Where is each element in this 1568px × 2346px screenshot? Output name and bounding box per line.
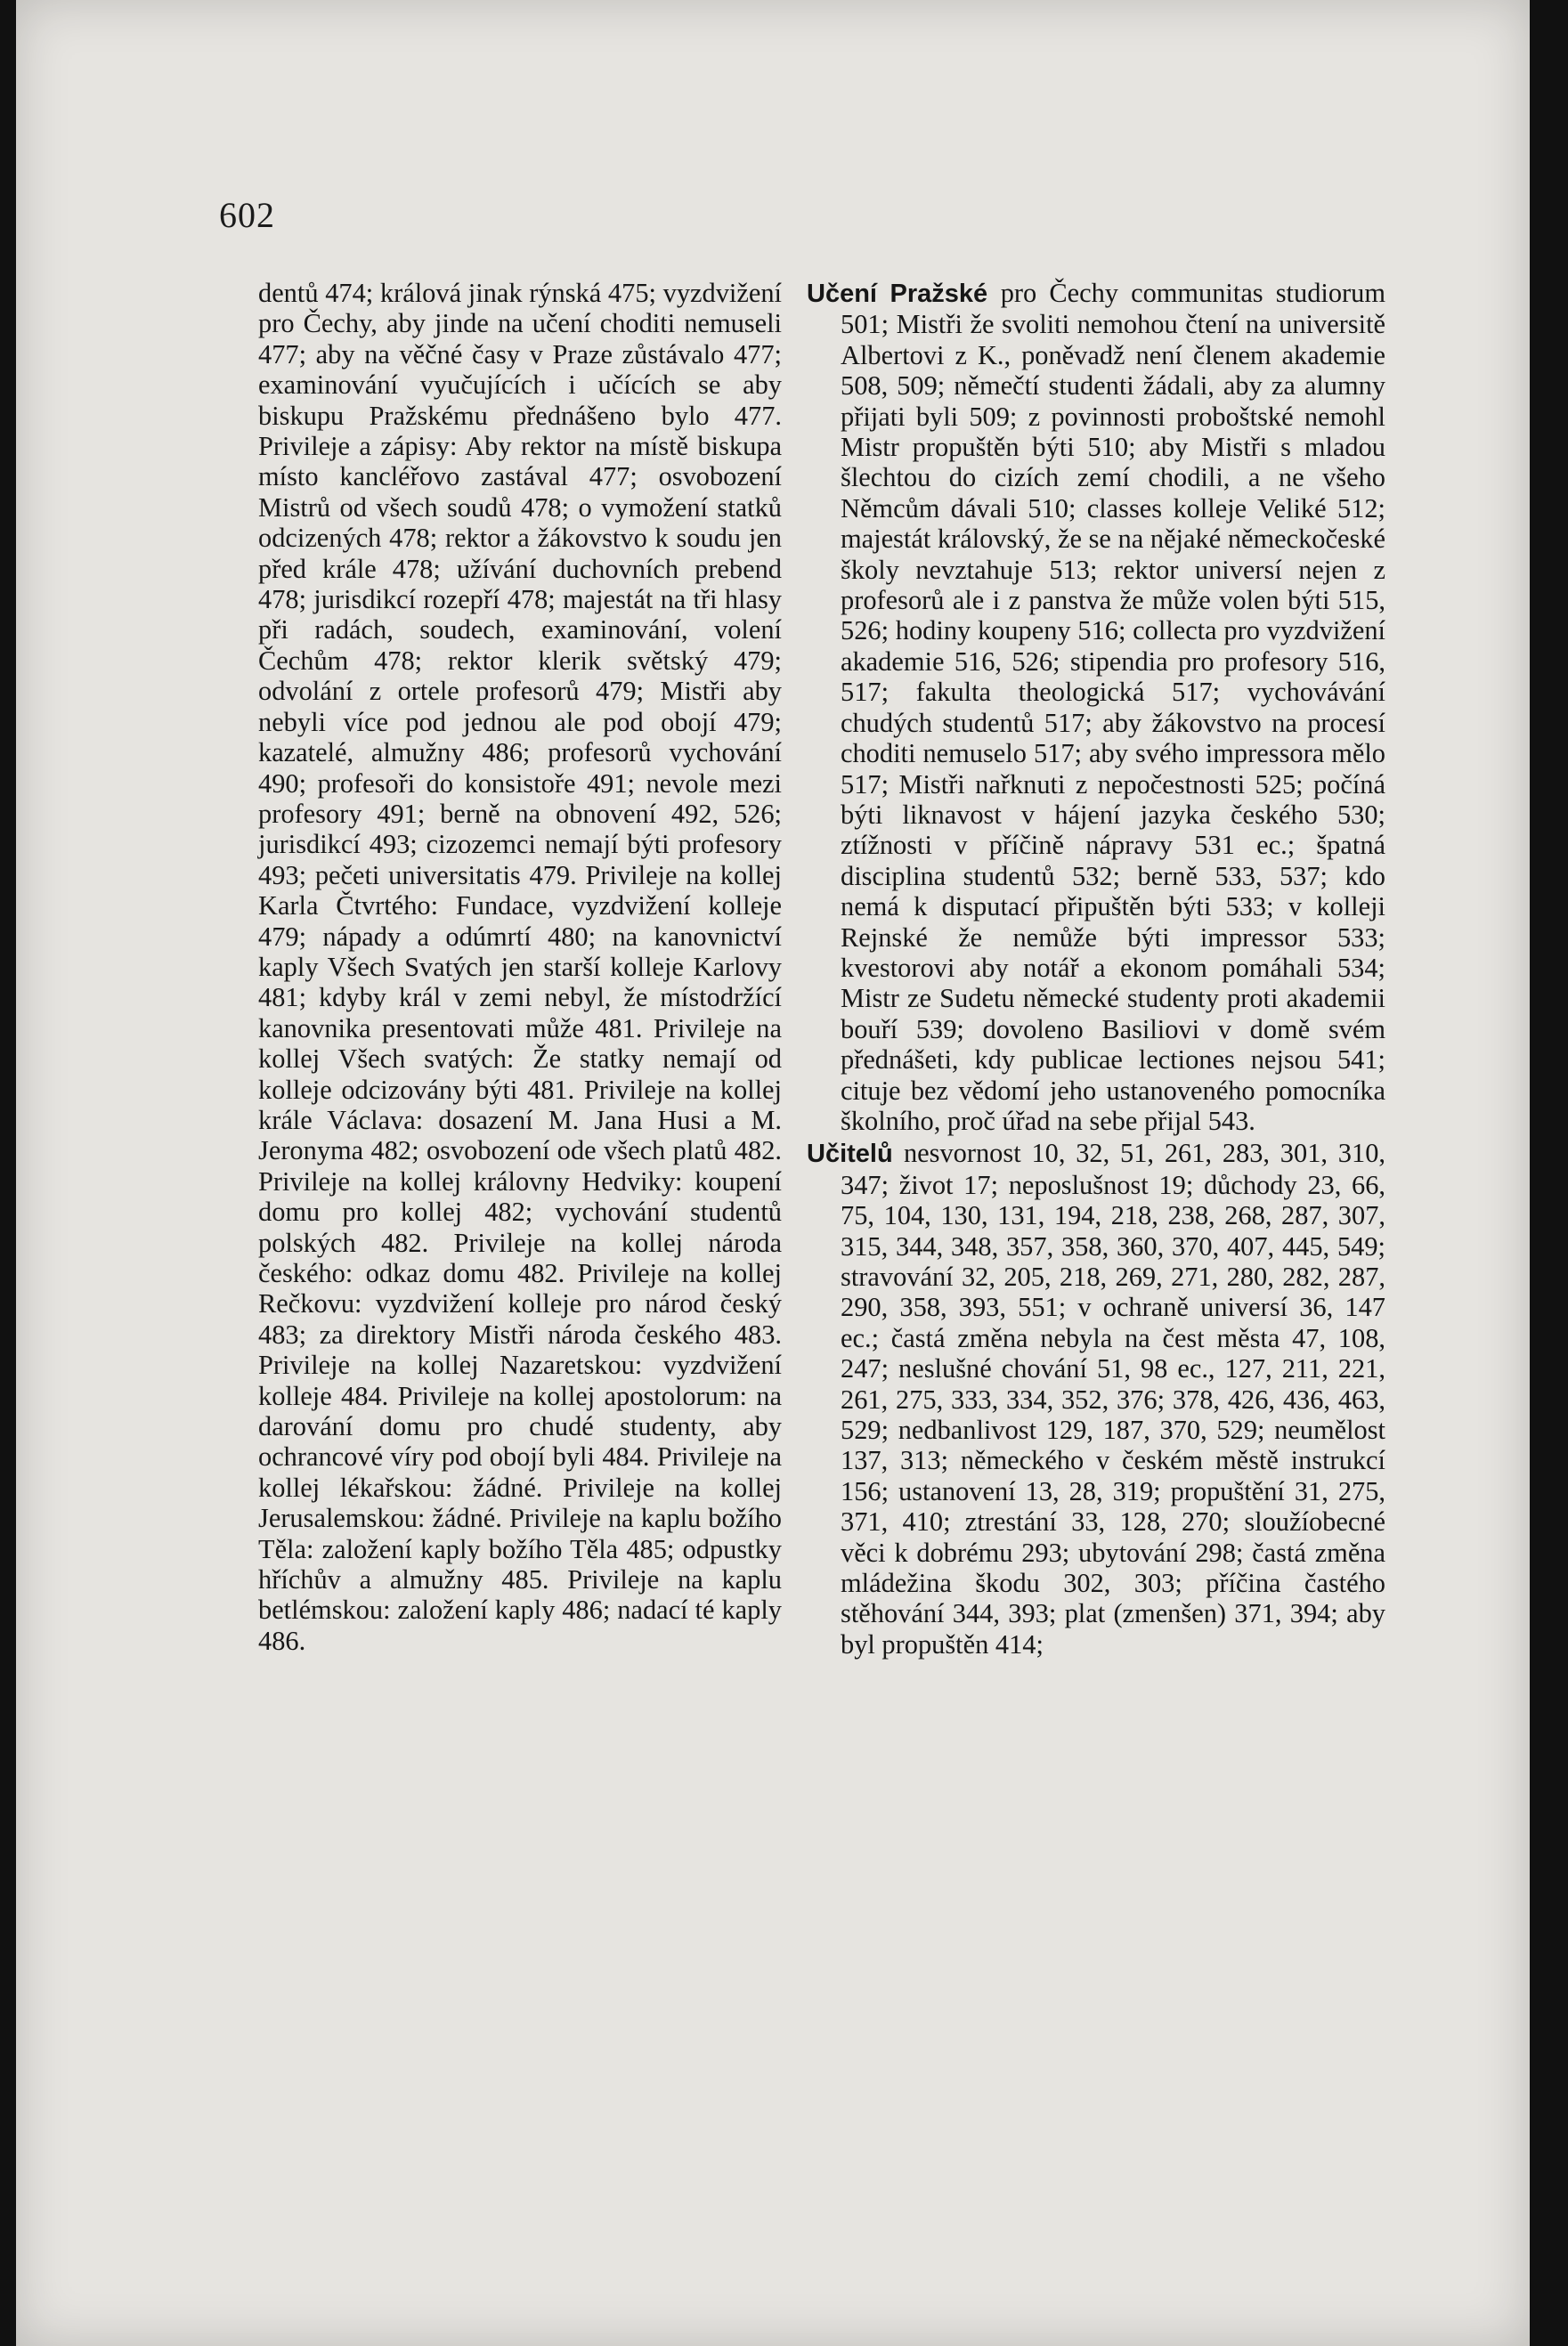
entry-heading: Učitelů bbox=[807, 1140, 904, 1169]
index-entry-ucitelu bbox=[807, 1138, 1385, 1660]
index-entry-uceni-prazske bbox=[807, 278, 1385, 1136]
entry-text: nesvornost 10, 32, 51, 261, 283, 301, 310, 347; život 17; neposlušnost 19; důchody 23, 66, 75, 104, 130, 131, 194, 218, 238, 268, 287, 307, 315, 344, 348, 357, 358, 360, 370, 407, 445, 549; stravování 32, 205, 218, 269, 271, 280, 282, 287, 290, 358, 393, 551; v ochraně universí 36, 147 ec.; častá změna nebyla na čest města 47, 108, 247; neslušné chování 51, 98 ec., 127, 211, 221, 261, 275, 333, 334, 352, 376; 378, 426, 436, 463, 529; nedbanlivost 129, 187, 370, 529; neumělost 137, 313; německého v českém městě instrukcí 156; ustanovení 13, 28, 319; propuštění 31, 275, 371, 410; ztrestání 33, 128, 270; sloužíobecné věci k dobrému 293; ubytování 298; častá změna mládežina škodu 302, 303; příčina častého stěhování 344, 393; plat (zmenšen) 371, 394; aby byl propuštěn 414; bbox=[841, 1138, 1385, 1660]
left-column-text: dentů 474; králová jinak rýnská 475; vyzdvižení pro Čechy, aby jinde na učení choditi nemuseli 477; aby na věčné časy v Praze zůstávalo 477; examinování vyučujících i učících se aby biskupu Pražskému přednášeno bylo 477. Privileje a zápisy: Aby rektor na místě biskupa místo kancléřovo zastával 477; osvobození Mistrů od všech soudů 478; o vymožení statků odcizených 478; rektor a žákovstvo k soudu jen před krále 478; užívání duchovních prebend 478; jurisdikcí rozepří 478; majestát na tři hlasy při radách, soudech, examinování, volení Čechům 478; rektor klerik světský 479; odvolání z ortele profesorů 479; Mistři aby nebyli více pod jednou ale pod obojí 479; kazatelé, almužny 486; profesorů vychování 490; profesoři do konsistoře 491; nevole mezi profesory 491; berně na obnovení 492, 526; jurisdikcí 493; cizozemci nemají býti profesory 493; pečeti universitatis 479. Privileje na kollej Karla Čtvrtého: Fundace, vyzdvižení kolleje 479; nápady a odúmrtí 480; na kanovnictví kaply Všech Svatých jen starší kolleje Karlovy 481; kdyby král v zemi nebyl, že místodržící kanovnika presentovati může 481. Privileje na kollej Všech svatých: Že statky nemají od kolleje odcizovány býti 481. Privileje na kollej krále Václava: dosazení M. Jana Husi a M. Jeronyma 482; osvobození ode všech platů 482. Privileje na kollej královny Hedviky: koupení domu pro kollej 482; vychování studentů polských 482. Privileje na kollej národa českého: odkaz domu 482. Privileje na kollej Rečkovu: vyzdvižení kolleje pro národ český 483; za direktory Mistři národa českého 483. Privileje na kollej Nazaretskou: vyzdvižení kolleje 484. Privileje na kollej apostolorum: na darování domu pro chudé studenty, aby ochrancové víry pod obojí byli 484. Privileje na kollej lékařskou: žádné. Privileje na kollej Jerusalemskou: žádné. Privileje na kaplu božího Těla: založení kaply božího Těla 485; odpustky hříchův a almužny 485. Privileje na kaplu betlémskou: založení kaply 486; nadací té kaply 486. bbox=[258, 278, 782, 1656]
entry-text: pro Čechy communitas studiorum 501; Mistři že svoliti nemohou čtení na universitě Albertovi z K., poněvadž není členem akademie 508, 509; němečtí studenti žádali, aby za alumny přijati byli 509; z povinnosti proboštské nemohl Mistr propuštěn býti 510; aby Mistři s mladou šlechtou do cizích zemí chodili, a ne všeho Němcům dávali 510; classes kolleje Veliké 512; majestát královský, že se na nějaké německočeské školy nevztahuje 513; rektor universí nejen z profesorů ale i z panstva že může volen býti 515, 526; hodiny koupeny 516; collecta pro vyzdvižení akademie 516, 526; stipendia pro profesory 516, 517; fakulta theologická 517; vychovávání chudých studentů 517; aby žákovstvo na procesí choditi nemuselo 517; aby svého impressora mělo 517; Mistři nařknuti z nepočestnosti 525; počíná býti liknavost v hájení jazyka českého 530; ztížnosti v příčině nápravy 531 ec.; špatná disciplina studentů 532; berně 533, 537; kdo nemá k disputací připuštěn býti 533; v kolleji Rejnské že nemůže býti impressor 533; kvestorovi aby notář a ekonom pomáhali 534; Mistr ze Sudetu německé studenty proti akademii bouří 539; dovoleno Basiliovi v domě svém přednášeti, kdy publicae lectiones nejsou 541; cituje bez vědomí jeho ustanoveného pomocníka školního, proč úřad na sebe přijal 543. bbox=[841, 278, 1385, 1136]
page-number: 602 bbox=[219, 195, 275, 235]
entry-heading: Učení Pražské bbox=[807, 280, 1001, 308]
book-page bbox=[16, 0, 1530, 2346]
left-column bbox=[258, 278, 782, 1656]
right-column bbox=[807, 278, 1385, 1660]
